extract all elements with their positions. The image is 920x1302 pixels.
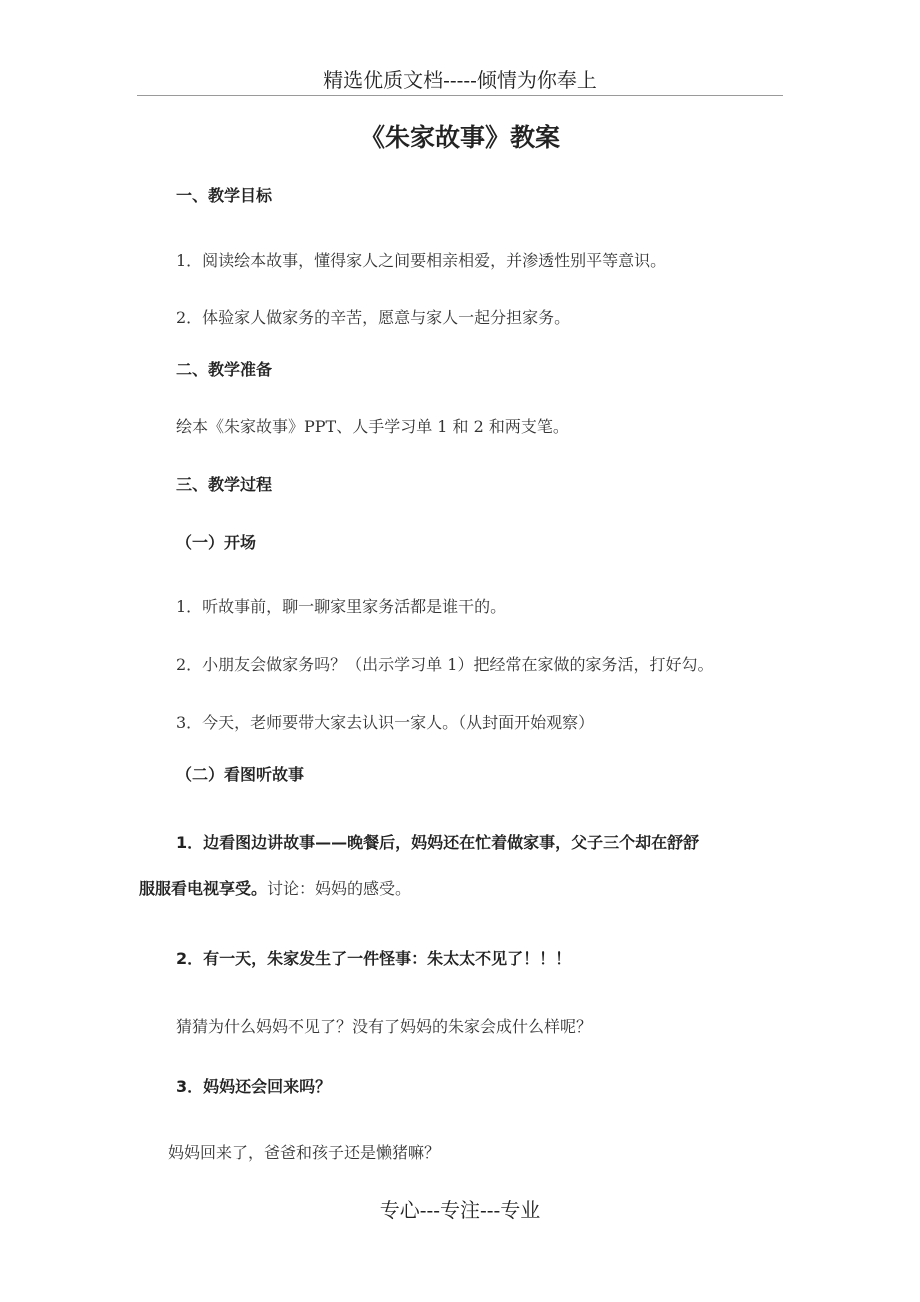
opening-item-1: 1．听故事前，聊一聊家里家务活都是谁干的。 — [176, 597, 507, 616]
page-footer: 专心---专注---专业 — [379, 1198, 541, 1222]
story-item-1-discussion: 讨论：妈妈的感受。 — [267, 879, 412, 898]
header-divider — [137, 95, 783, 96]
story-item-1-bold-part: 服服看电视享受。 — [139, 879, 268, 898]
story-heading: （二）看图听故事 — [176, 765, 305, 784]
opening-heading: （一）开场 — [176, 533, 257, 552]
opening-item-3: 3．今天，老师要带大家去认识一家人。（从封面开始观察） — [176, 713, 595, 732]
goal-item-2: 2．体验家人做家务的辛苦，愿意与家人一起分担家务。 — [176, 308, 571, 327]
story-item-2: 2．有一天，朱家发生了一件怪事：朱太太不见了！！！ — [176, 949, 572, 968]
goal-item-1: 1．阅读绘本故事，懂得家人之间要相亲相爱，并渗透性别平等意识。 — [176, 251, 667, 270]
story-item-1-line-1: 1．边看图边讲故事——晚餐后，妈妈还在忙着做家事，父子三个却在舒舒 — [176, 833, 700, 852]
prep-heading: 二、教学准备 — [176, 360, 273, 379]
opening-item-2: 2．小朋友会做家务吗？（出示学习单 1）把经常在家做的家务活，打好勾。 — [176, 655, 714, 674]
story-item-3: 3．妈妈还会回来吗？ — [176, 1077, 332, 1096]
goals-heading: 一、教学目标 — [176, 186, 273, 205]
prep-text: 绘本《朱家故事》PPT、人手学习单 1 和 2 和两支笔。 — [176, 417, 569, 436]
story-item-3-text: 妈妈回来了，爸爸和孩子还是懒猪嘛？ — [168, 1143, 441, 1162]
document-title: 《朱家故事》教案 — [359, 123, 560, 152]
page-header: 精选优质文档-----倾情为你奉上 — [323, 68, 597, 92]
story-item-1-line-2 — [139, 876, 411, 899]
story-item-2-question: 猜猜为什么妈妈不见了？没有了妈妈的朱家会成什么样呢？ — [176, 1017, 593, 1036]
process-heading: 三、教学过程 — [176, 475, 273, 494]
